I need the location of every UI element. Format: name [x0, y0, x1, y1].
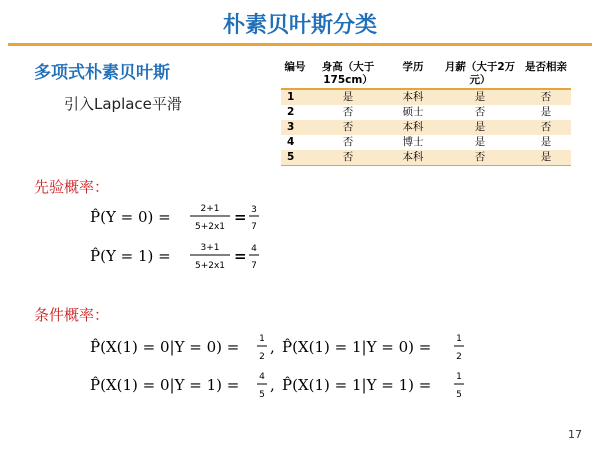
cell-education: 本科	[387, 150, 439, 166]
table-header-row	[281, 60, 571, 89]
conditional-denominator-a: 5	[259, 390, 265, 400]
conditional-numerator-b: 1	[456, 334, 462, 344]
cell-salary: 否	[439, 150, 521, 166]
cell-salary: 是	[439, 89, 521, 105]
conditional-numerator-a: 4	[259, 372, 265, 382]
cell-id: 4	[287, 136, 295, 148]
table-row	[281, 89, 571, 105]
header-id: 编号	[281, 60, 309, 89]
prior-result-numerator: 4	[251, 244, 257, 254]
prior-numerator: 3+1	[200, 243, 220, 253]
prior-denominator: 5+2x1	[194, 222, 226, 232]
prior-lhs: P̂(Y = 0) =	[90, 208, 171, 226]
header-salary: 月薪（大于2万元）	[439, 60, 521, 89]
prior-result-numerator: 3	[251, 205, 257, 215]
prior-numerator: 2+1	[200, 204, 220, 214]
table-row	[281, 150, 571, 166]
cell-height: 是	[309, 89, 387, 105]
prior-result-denominator: 7	[251, 222, 257, 232]
cell-salary: 是	[474, 136, 486, 148]
data-table	[281, 60, 571, 166]
separator-comma: ,	[270, 338, 275, 356]
conditional-numerator-b: 1	[456, 372, 462, 382]
prior-result-denominator: 7	[251, 261, 257, 271]
intro-text: 引入Laplace平滑	[64, 95, 182, 113]
conditional-formula-y1	[90, 366, 490, 406]
cell-id: 2	[287, 106, 295, 118]
section-heading: 多项式朴素贝叶斯	[34, 63, 170, 83]
cell-id: 5	[281, 150, 309, 166]
cell-date: 是	[540, 136, 552, 148]
equals-sign: =	[234, 208, 247, 226]
cell-height: 否	[309, 120, 387, 135]
equals-sign: =	[234, 247, 247, 265]
prior-heading: 先验概率：	[34, 178, 110, 196]
cell-height: 否	[342, 136, 354, 148]
cell-salary: 否	[474, 106, 486, 118]
conditional-denominator-a: 2	[259, 352, 265, 362]
prior-formula-y1	[90, 237, 290, 277]
slide-title: 朴素贝叶斯分类	[222, 13, 377, 38]
conditional-lhs-b: P̂(X(1) = 1|Y = 1) =	[282, 376, 432, 394]
header-height: 身高（大于175cm）	[309, 60, 387, 89]
cell-height: 否	[309, 150, 387, 166]
cell-education: 硕士	[402, 106, 424, 118]
conditional-heading: 条件概率：	[34, 306, 110, 324]
cell-date: 否	[521, 120, 571, 135]
conditional-denominator-b: 2	[456, 352, 462, 362]
prior-formula-y0	[90, 198, 290, 238]
conditional-lhs-a: P̂(X(1) = 0|Y = 1) =	[90, 376, 240, 394]
conditional-lhs-a: P̂(X(1) = 0|Y = 0) =	[90, 338, 240, 356]
header-date: 是否相亲	[521, 60, 571, 89]
separator-comma: ,	[270, 376, 275, 394]
table-row	[281, 135, 571, 150]
table-row	[281, 105, 571, 120]
prior-lhs: P̂(Y = 1) =	[90, 247, 171, 265]
cell-education: 本科	[387, 89, 439, 105]
cell-date: 是	[521, 150, 571, 166]
cell-education: 本科	[387, 120, 439, 135]
title-divider	[8, 43, 592, 46]
cell-id: 3	[281, 120, 309, 135]
cell-salary: 是	[439, 120, 521, 135]
cell-date: 否	[521, 89, 571, 105]
conditional-formula-y0	[90, 328, 490, 368]
cell-height: 否	[342, 106, 354, 118]
header-education: 学历	[387, 60, 439, 89]
conditional-lhs-b: P̂(X(1) = 1|Y = 0) =	[282, 338, 432, 356]
conditional-numerator-a: 1	[259, 334, 265, 344]
cell-date: 是	[540, 106, 552, 118]
conditional-denominator-b: 5	[456, 390, 462, 400]
cell-id: 1	[281, 89, 309, 105]
page-number: 17	[568, 428, 582, 441]
prior-denominator: 5+2x1	[194, 261, 226, 271]
cell-education: 博士	[402, 136, 424, 148]
table-row	[281, 120, 571, 135]
